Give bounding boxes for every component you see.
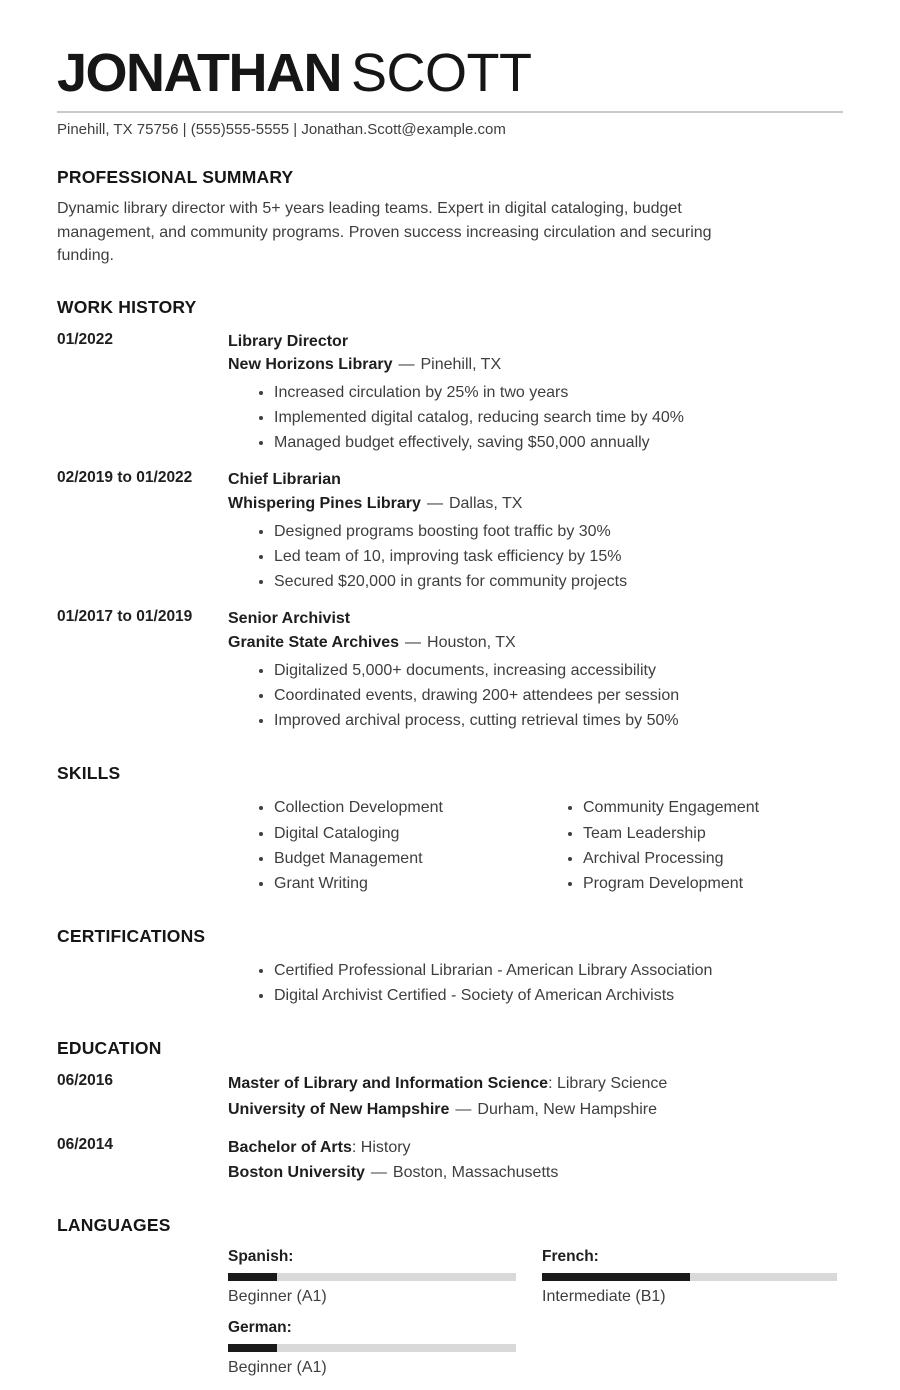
education-dates: 06/2016	[57, 1072, 114, 1090]
language-level: Intermediate (B1)	[542, 1287, 666, 1305]
job-bullet: • Led team of 10, improving task efficiency by 15%	[274, 545, 843, 568]
job-location: Dallas, TX	[448, 494, 523, 512]
certification-list	[228, 959, 843, 1007]
education-field: : History	[351, 1138, 411, 1156]
job-bullet: • Secured $20,000 in grants for community projects	[274, 570, 843, 593]
skills-list-left	[228, 796, 537, 897]
education-school-line	[228, 1160, 843, 1186]
certifications-content	[228, 959, 843, 1009]
job-details	[228, 607, 843, 734]
candidate-name	[57, 43, 843, 103]
candidate-first-name: JONATHAN	[57, 43, 341, 103]
header-divider	[57, 111, 843, 113]
education-details	[228, 1071, 843, 1122]
job-bullet-list	[228, 659, 843, 733]
dash-separator: —	[398, 355, 415, 373]
job-title: Chief Librarian	[228, 471, 341, 489]
skills-content	[228, 796, 843, 897]
summary-line: Dynamic library director with 5+ years leading teams. Expert in digital cataloging, budget	[57, 200, 682, 217]
language-proficiency-bar	[542, 1273, 837, 1281]
language-level: Beginner (A1)	[228, 1287, 327, 1305]
language-proficiency-fill	[228, 1344, 277, 1352]
education-school-line	[228, 1097, 843, 1123]
job-company: New Horizons Library	[228, 355, 393, 373]
language-name: German:	[228, 1318, 292, 1336]
skills-list-right	[537, 796, 843, 897]
job-company: Granite State Archives	[228, 633, 400, 651]
skills-spacer	[57, 796, 228, 897]
skill-item: • Budget Management	[274, 847, 537, 870]
education-dates: 06/2014	[57, 1135, 114, 1153]
job-details	[228, 468, 843, 595]
languages-grid	[228, 1248, 843, 1390]
section-title-professional-summary: PROFESSIONAL SUMMARY	[57, 167, 294, 187]
summary-line: management, and community programs. Proven success increasing circulation and securing	[57, 223, 712, 241]
dash-separator: —	[426, 494, 443, 512]
contact-line: Pinehill, TX 75756 | (555)555-5555 | Jonathan.Scott@example.com	[57, 121, 506, 138]
education-location: Boston, Massachusetts	[392, 1164, 559, 1182]
language-proficiency-fill	[542, 1273, 690, 1281]
job-company-line	[228, 353, 843, 376]
skills-grid	[228, 796, 843, 897]
job-details	[228, 330, 843, 457]
job-bullet: • Increased circulation by 25% in two years	[274, 381, 843, 404]
education-degree: Master of Library and Information Science	[228, 1075, 549, 1093]
education-entry	[57, 1071, 843, 1122]
section-title-certifications: CERTIFICATIONS	[57, 926, 206, 947]
education-location: Durham, New Hampshire	[477, 1101, 658, 1119]
certification-item: • Certified Professional Librarian - American Library Association	[274, 959, 843, 982]
job-company: Whispering Pines Library	[228, 494, 421, 512]
certifications-spacer	[57, 959, 228, 1009]
job-dates: 01/2017 to 01/2019	[57, 608, 193, 626]
skill-item: • Grant Writing	[274, 872, 537, 895]
skill-item: • Digital Cataloging	[274, 822, 537, 845]
language-name: Spanish:	[228, 1247, 294, 1265]
section-title-education: EDUCATION	[57, 1038, 162, 1059]
job-company-line	[228, 492, 843, 515]
dash-separator: —	[405, 633, 422, 651]
language-item	[228, 1319, 516, 1377]
skill-item: • Team Leadership	[583, 822, 843, 845]
job-entry	[57, 607, 843, 734]
job-bullet: • Digitalized 5,000+ documents, increasing accessibility	[274, 659, 843, 682]
education-degree-line	[228, 1135, 843, 1161]
language-item	[542, 1248, 837, 1306]
section-title-work-history: WORK HISTORY	[57, 296, 197, 317]
candidate-last-name: SCOTT	[351, 43, 532, 103]
education-school: Boston University	[228, 1164, 365, 1182]
job-entry	[57, 330, 843, 457]
education-degree: Bachelor of Arts	[228, 1138, 352, 1156]
language-proficiency-bar	[228, 1273, 516, 1281]
job-location: Pinehill, TX	[420, 355, 502, 373]
job-title: Senior Archivist	[228, 610, 351, 628]
education-field: : Library Science	[548, 1075, 668, 1093]
language-level: Beginner (A1)	[228, 1358, 327, 1376]
job-bullet: • Improved archival process, cutting retrieval times by 50%	[274, 709, 843, 732]
language-name: French:	[542, 1247, 599, 1265]
summary-paragraph	[57, 197, 843, 268]
job-title: Library Director	[228, 332, 349, 350]
job-dates: 02/2019 to 01/2022	[57, 469, 193, 487]
job-bullet: • Coordinated events, drawing 200+ attendees per session	[274, 684, 843, 707]
language-item	[228, 1248, 516, 1306]
job-bullet: • Implemented digital catalog, reducing search time by 40%	[274, 406, 843, 429]
dash-separator: —	[455, 1101, 472, 1119]
job-dates: 01/2022	[57, 330, 114, 348]
job-entry	[57, 468, 843, 595]
skill-item: • Community Engagement	[583, 796, 843, 819]
language-proficiency-fill	[228, 1273, 277, 1281]
education-entry	[57, 1135, 843, 1186]
dash-separator: —	[370, 1164, 387, 1182]
job-company-line	[228, 631, 843, 654]
skill-item: • Archival Processing	[583, 847, 843, 870]
education-degree-line	[228, 1071, 843, 1097]
job-bullet-list	[228, 381, 843, 455]
education-details	[228, 1135, 843, 1186]
job-bullet: • Managed budget effectively, saving $50,000 annually	[274, 431, 843, 454]
certifications-row	[57, 959, 843, 1009]
summary-line: funding.	[57, 247, 114, 265]
job-bullet: • Designed programs boosting foot traffic by 30%	[274, 520, 843, 543]
section-title-languages: LANGUAGES	[57, 1214, 171, 1235]
section-title-skills: SKILLS	[57, 763, 121, 784]
job-bullet-list	[228, 520, 843, 594]
education-school: University of New Hampshire	[228, 1101, 450, 1119]
language-proficiency-bar	[228, 1344, 516, 1352]
job-location: Houston, TX	[427, 633, 516, 651]
skill-item: • Program Development	[583, 872, 843, 895]
skill-item: • Collection Development	[274, 796, 537, 819]
certification-item: • Digital Archivist Certified - Society of American Archivists	[274, 984, 843, 1007]
skills-row	[57, 796, 843, 897]
